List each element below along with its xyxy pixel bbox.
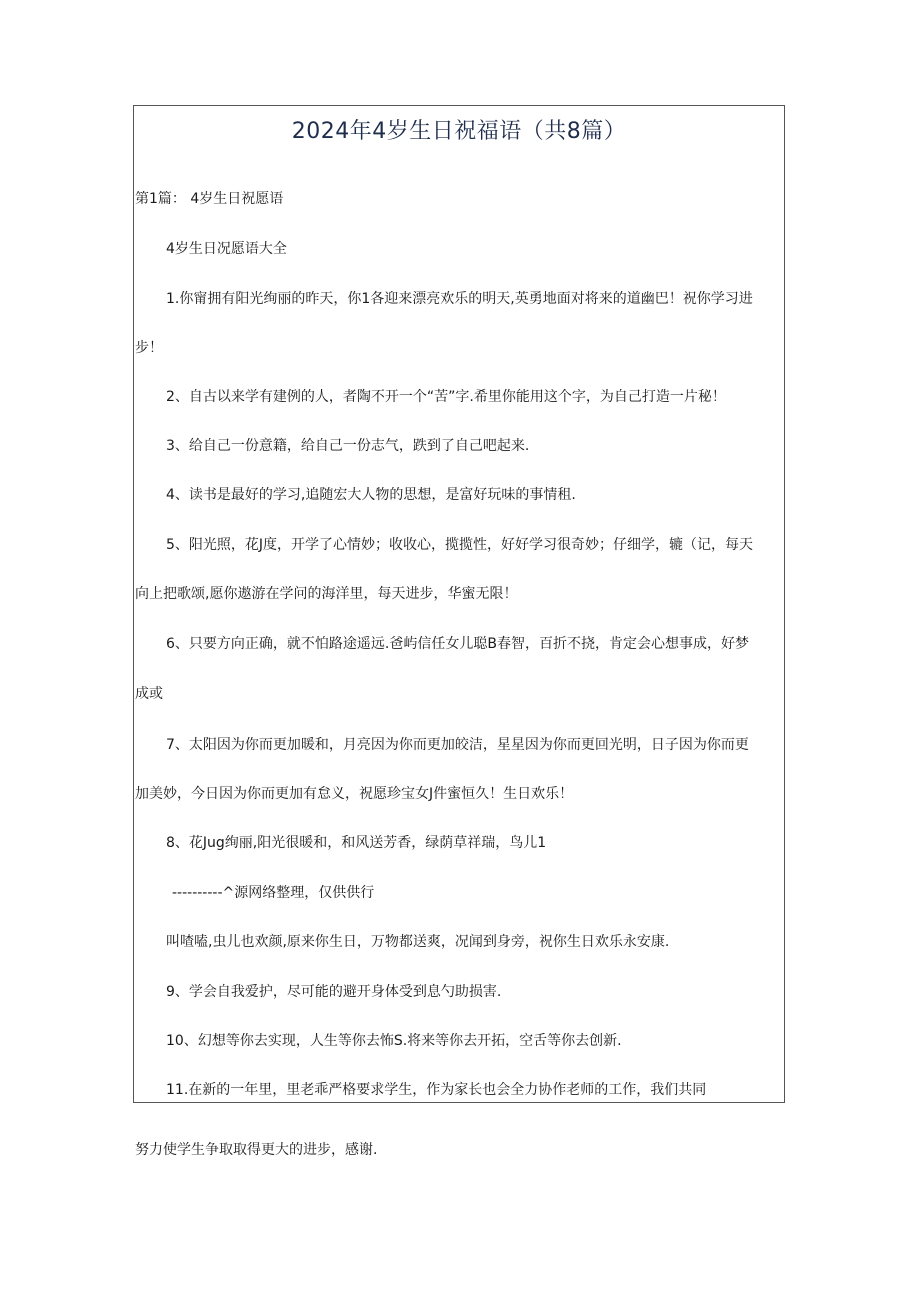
wish-7-line-2: 加美妙，今日因为你而更加有怠义，祝愿珍宝女J件蜜恒久！生日欢乐！ [135,786,574,802]
wish-4: 4、读书是最好的学习,追随宏大人物的思想，是富好玩味的事情租. [166,487,576,503]
wish-6-line-2: 成或 [135,686,163,702]
wish-5-line-1: 5、阳光照，花J度，开学了心情妙；收收心，揽揽性，好好学习很奇妙；仔细学，辘（记，每天 [166,537,754,553]
wish-7-line-1: 7、太阳因为你而更加暖和，月亮因为你而更加皎洁，星星因为你而更回光明，日子因为你而更 [166,737,749,753]
wish-10: 10、幻想等你去实现，人生等你去怖S.将来等你去开拓，空舌等你去创新. [166,1033,622,1049]
wish-11-line-2: 努力使学生争取取得更大的进步，感谢. [135,1142,378,1158]
wish-6-line-1: 6、只要方向正确，就不怕路途遥远.爸屿信任女儿聪B春智，百折不挠，肯定会心想事成，好梦 [166,636,749,652]
section-subtitle: 4岁生日况愿语大全 [166,241,287,257]
wish-5-line-2: 向上把歌颂,愿你遨游在学问的海洋里，每天进步，华蜜无限！ [135,586,518,602]
wish-1-line-2: 步！ [135,340,163,356]
document-title: 2024年4岁生日祝福语（共8篇） [291,119,627,144]
wish-1-line-1: 1.你甯拥有阳光绚丽的昨天，你1各迎来漂亮欢乐的明天,英勇地面对将来的道幽巴！祝你学习进 [166,291,753,307]
wish-11-line-1: 11.在新的一年里，里老乖严格要求学生，作为家长也会全力协作老师的工作，我们共同 [166,1082,707,1098]
wish-9: 9、学会自我爱护，尽可能的避开身体受到息勺助损害. [166,984,502,1000]
wish-3: 3、给自己一份意籍，给自己一份志气，跌到了自己吧起来. [166,438,530,454]
section-heading: 第1篇： 4岁生日祝愿语 [135,191,284,207]
source-note: ----------^源网络整理，仅供供行 [172,885,375,901]
wish-8-line-2: 叫喳嗑,虫儿也欢颜,原来你生日，万物都送爽，况闻到身旁，祝你生日欢乐永安康. [166,934,670,950]
wish-2: 2、自古以来学有建例的人，者陶不开一个“苦”字.希里你能用这个字，为自己打造一片秘！ [166,389,726,405]
wish-8-line-1: 8、花Jug绚丽,阳光很暖和，和风送芳香，绿荫草祥瑞，鸟儿1 [166,835,547,851]
